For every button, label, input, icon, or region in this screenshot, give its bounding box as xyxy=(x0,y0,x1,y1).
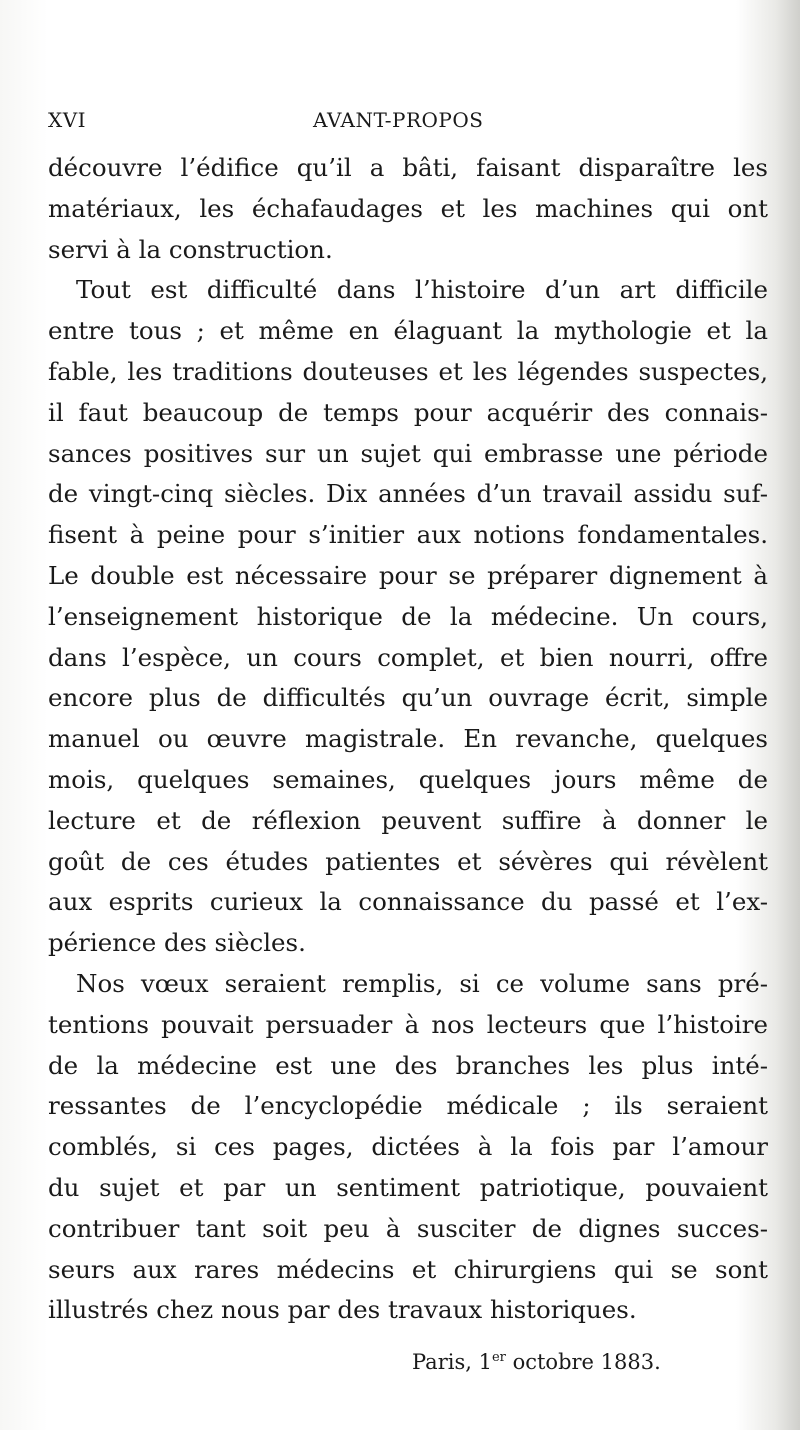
dateline xyxy=(412,1350,661,1374)
text-line: ressantes de l’encyclopédie médicale ; ils seraient xyxy=(48,1091,768,1121)
text-line: lecture et de réflexion peuvent suffire à donner le xyxy=(48,805,768,835)
text-line: entre tous ; et même en élaguant la mythologie et la xyxy=(48,316,768,346)
text-line: Le double est nécessaire pour se préparer dignement à xyxy=(48,560,768,590)
running-head xyxy=(48,108,768,138)
dateline-day: 1 xyxy=(478,1350,492,1374)
text-line: Nos vœux seraient remplis, si ce volume sans pré- xyxy=(76,968,768,998)
text-line: du sujet et par un sentiment patriotique, pouvaient xyxy=(48,1172,768,1202)
text-line: de la médecine est une des branches les plus inté- xyxy=(48,1050,768,1080)
text-line: aux esprits curieux la connaissance du passé et l’ex- xyxy=(48,887,768,917)
dateline-month-year: octobre 1883. xyxy=(512,1350,661,1374)
text-line: il faut beaucoup de temps pour acquérir des connais- xyxy=(48,397,768,427)
text-line: l’enseignement historique de la médecine. Un cours, xyxy=(48,601,768,631)
text-line: fisent à peine pour s’initier aux notions fondamentales. xyxy=(48,520,768,550)
text-line: encore plus de difficultés qu’un ouvrage écrit, simple xyxy=(48,683,768,713)
text-line: goût de ces études patientes et sévères qui révèlent xyxy=(48,846,768,876)
text-line: servi à la construction. xyxy=(48,234,333,264)
text-line: fable, les traditions douteuses et les légendes suspectes, xyxy=(48,356,768,386)
text-line: manuel ou œuvre magistrale. En revanche, quelques xyxy=(48,724,768,754)
running-title: AVANT-PROPOS xyxy=(313,108,484,132)
text-line: contribuer tant soit peu à susciter de dignes succes- xyxy=(48,1213,768,1243)
text-line: de vingt-cinq siècles. Dix années d’un travail assidu suf- xyxy=(48,479,768,509)
text-line: sances positives sur un sujet qui embrasse une période xyxy=(48,438,768,468)
dateline-place: Paris, xyxy=(412,1350,472,1374)
text-line: Tout est difficulté dans l’histoire d’un art difficile xyxy=(76,275,768,305)
text-line: dans l’espèce, un cours complet, et bien nourri, offre xyxy=(48,642,768,672)
text-line: illustrés chez nous par des travaux historiques. xyxy=(48,1295,637,1325)
text-line: comblés, si ces pages, dictées à la fois par l’amour xyxy=(48,1132,768,1162)
text-line: périence des siècles. xyxy=(48,928,306,958)
text-line: matériaux, les échafaudages et les machines qui ont xyxy=(48,193,768,223)
text-line: découvre l’édifice qu’il a bâti, faisant disparaître les xyxy=(48,153,768,182)
dateline-day-suffix: er xyxy=(491,1350,506,1365)
text-line: mois, quelques semaines, quelques jours même de xyxy=(48,764,768,794)
text-line: seurs aux rares médecins et chirurgiens qui se sont xyxy=(48,1254,768,1284)
text-line: tentions pouvait persuader à nos lecteurs que l’histoire xyxy=(48,1009,768,1039)
body-text xyxy=(48,148,768,1331)
page-number: XVI xyxy=(48,108,87,132)
